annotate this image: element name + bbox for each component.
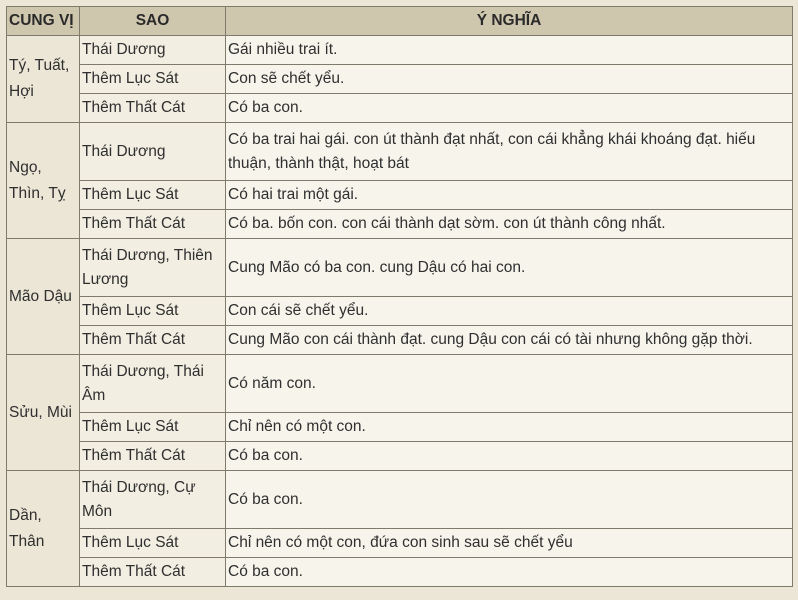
sao-cell: Thêm Lục Sát: [80, 65, 226, 94]
table-row: [7, 413, 793, 442]
y-nghia-cell: Có ba trai hai gái. con út thành đạt nhất, con cái khẳng khái khoáng đạt. hiếu thuận, thành thật, hoạt bát: [226, 123, 793, 181]
table-row: [7, 65, 793, 94]
cung-cell: Sửu, Mùi: [7, 355, 80, 471]
sao-cell: Thêm Thất Cát: [80, 326, 226, 355]
header-sao: SAO: [80, 7, 226, 36]
y-nghia-cell: Cung Mão con cái thành đạt. cung Dậu con cái có tài nhưng không gặp thời.: [226, 326, 793, 355]
table-row: [7, 442, 793, 471]
table-row: [7, 36, 793, 65]
sao-cell: Thái Dương, Thiên Lương: [80, 239, 226, 297]
y-nghia-cell: Có ba con.: [226, 442, 793, 471]
table-row: [7, 239, 793, 297]
y-nghia-cell: Chỉ nên có một con, đứa con sinh sau sẽ chết yểu: [226, 529, 793, 558]
sao-cell: Thái Dương: [80, 36, 226, 65]
sao-cell: Thái Dương, Thái Âm: [80, 355, 226, 413]
table-body: [7, 36, 793, 587]
y-nghia-cell: Có ba con.: [226, 558, 793, 587]
sao-cell: Thêm Lục Sát: [80, 413, 226, 442]
y-nghia-cell: Có năm con.: [226, 355, 793, 413]
y-nghia-cell: Cung Mão có ba con. cung Dậu có hai con.: [226, 239, 793, 297]
sao-cell: Thêm Lục Sát: [80, 181, 226, 210]
y-nghia-cell: Chỉ nên có một con.: [226, 413, 793, 442]
sao-cell: Thái Dương: [80, 123, 226, 181]
table-row: [7, 123, 793, 181]
sao-cell: Thêm Thất Cát: [80, 210, 226, 239]
y-nghia-cell: Có ba con.: [226, 471, 793, 529]
y-nghia-cell: Con cái sẽ chết yểu.: [226, 297, 793, 326]
header-row: [7, 7, 793, 36]
sao-cell: Thái Dương, Cự Môn: [80, 471, 226, 529]
table-row: [7, 471, 793, 529]
y-nghia-cell: Con sẽ chết yểu.: [226, 65, 793, 94]
y-nghia-cell: Có ba. bốn con. con cái thành dạt sờm. con út thành công nhất.: [226, 210, 793, 239]
cung-cell: Dần, Thân: [7, 471, 80, 587]
header-y-nghia: Ý NGHĨA: [226, 7, 793, 36]
header-cung-vi: CUNG VỊ: [7, 7, 80, 36]
table-row: [7, 210, 793, 239]
sao-cell: Thêm Lục Sát: [80, 297, 226, 326]
sao-cell: Thêm Lục Sát: [80, 529, 226, 558]
table-row: [7, 355, 793, 413]
meaning-table: [6, 6, 793, 587]
table-row: [7, 181, 793, 210]
cung-cell: Ngọ, Thìn, Tỵ: [7, 123, 80, 239]
sao-cell: Thêm Thất Cát: [80, 442, 226, 471]
y-nghia-cell: Có ba con.: [226, 94, 793, 123]
sao-cell: Thêm Thất Cát: [80, 558, 226, 587]
table-header: [7, 7, 793, 36]
table-row: [7, 297, 793, 326]
table-row: [7, 326, 793, 355]
sao-cell: Thêm Thất Cát: [80, 94, 226, 123]
table-row: [7, 94, 793, 123]
table-row: [7, 529, 793, 558]
meaning-table-container: [6, 6, 792, 587]
cung-cell: Tý, Tuất, Hợi: [7, 36, 80, 123]
y-nghia-cell: Gái nhiều trai ít.: [226, 36, 793, 65]
table-row: [7, 558, 793, 587]
cung-cell: Mão Dậu: [7, 239, 80, 355]
y-nghia-cell: Có hai trai một gái.: [226, 181, 793, 210]
